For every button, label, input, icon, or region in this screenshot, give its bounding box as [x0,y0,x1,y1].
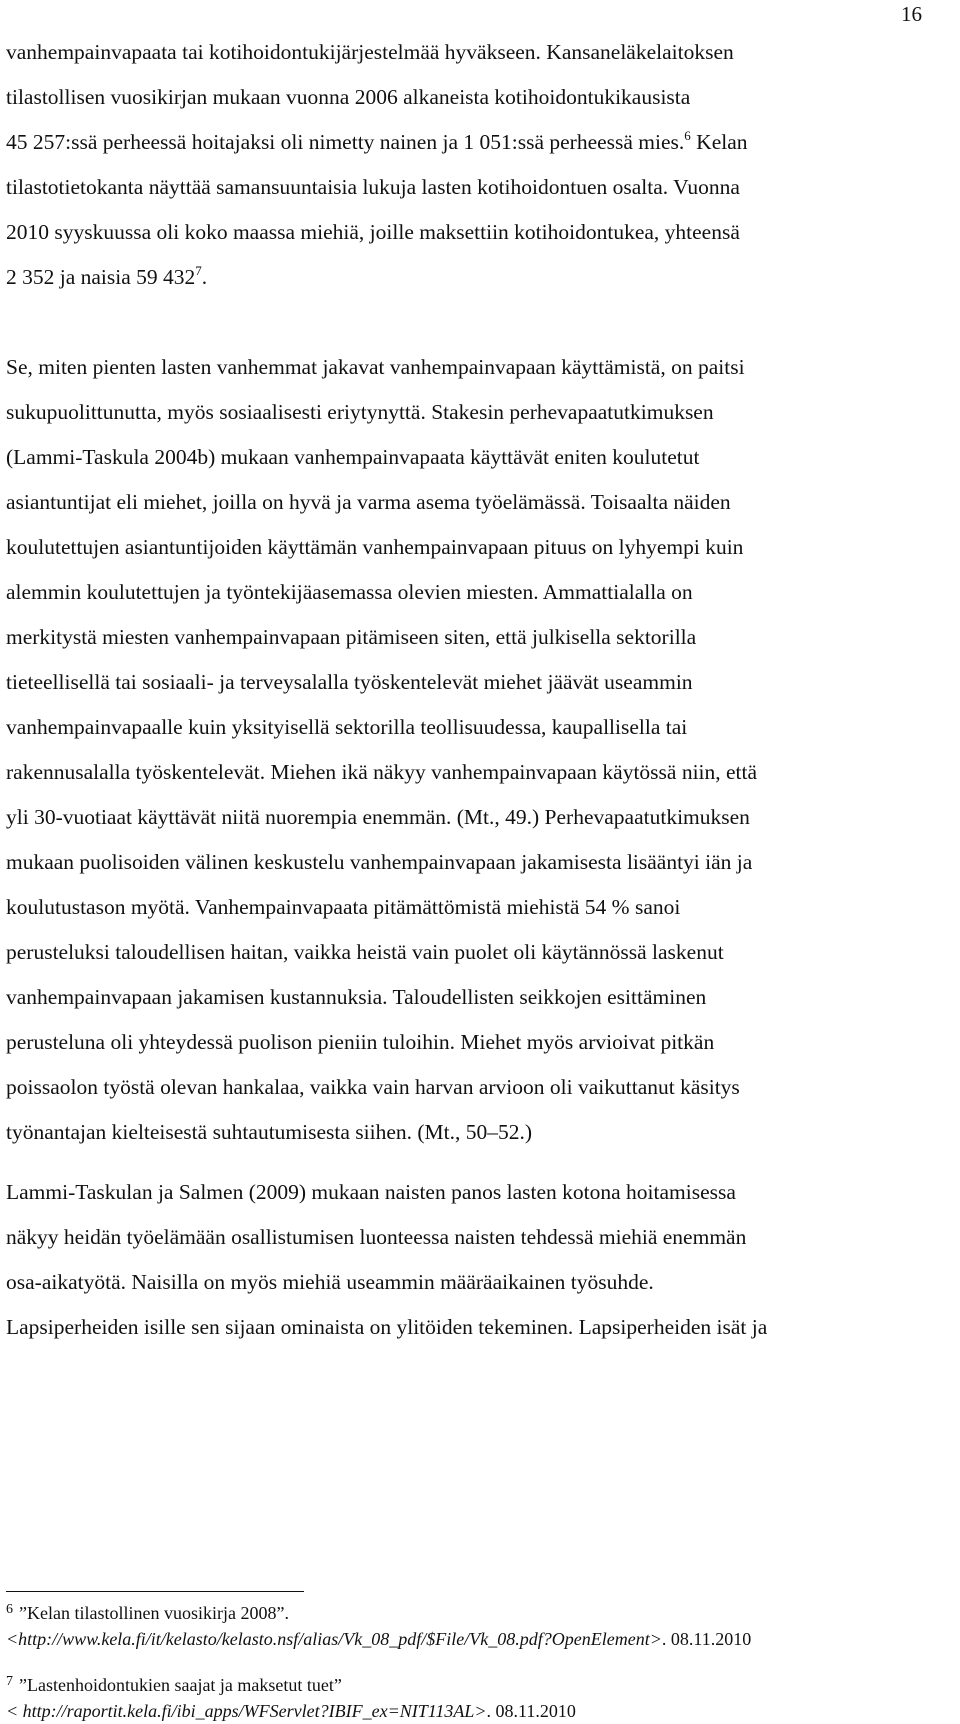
text-line-continuation: Kelan [696,130,748,154]
text-line: sukupuolittunutta, myös sosiaalisesti eriytynyttä. Stakesin perhevapaatutkimuksen [6,400,714,424]
text-line: tilastotietokanta näyttää samansuuntaisia lukuja lasten kotihoidontuen osalta. Vuonna [6,175,740,199]
text-line: rakennusalalla työskentelevät. Miehen ikä näkyy vanhempainvapaan käytössä niin, että [6,760,758,784]
footnote-title-line [6,1600,946,1626]
page-number: 16 [901,2,922,26]
text-line: koulutettujen asiantuntijoiden käyttämän vanhempainvapaan pituus on lyhyempi kuin [6,535,744,559]
footnote-date: . 08.11.2010 [661,1629,752,1649]
footnote-url-link[interactable]: <http://www.kela.fi/it/kelasto/kelasto.nsf/alias/Vk_08_pdf/$File/Vk_08.pdf?OpenElement> [6,1629,662,1649]
text-line: mukaan puolisoiden välinen keskustelu vanhempainvapaan jakamisesta lisääntyi iän ja [6,850,753,874]
text-line: tieteellisellä tai sosiaali- ja terveysalalla työskentelevät miehet jäävät useammin [6,670,693,694]
text-line: vanhempainvapaalle kuin yksityisellä sektorilla teollisuudessa, kaupallisella tai [6,715,688,739]
text-line [6,255,926,300]
text-line: Se, miten pienten lasten vanhemmat jakavat vanhempainvapaan käyttämistä, on paitsi [6,355,745,379]
text-line: asiantuntijat eli miehet, joilla on hyvä ja varma asema työelämässä. Toisaalta näiden [6,490,731,514]
text-line: vanhempainvapaan jakamisen kustannuksia. Taloudellisten seikkojen esittäminen [6,985,707,1009]
text-line: (Lammi-Taskula 2004b) mukaan vanhempainvapaata käyttävät eniten koulutetut [6,445,700,469]
text-line: vanhempainvapaata tai kotihoidontukijärjestelmää hyväkseen. Kansaneläkelaitoksen [6,40,734,64]
text-line: yli 30-vuotiaat käyttävät niitä nuorempia enemmän. (Mt., 49.) Perhevapaatutkimuksen [6,805,750,829]
text-line: Lapsiperheiden isille sen sijaan ominaista on ylitöiden tekeminen. Lapsiperheiden isät ja [6,1315,768,1339]
text-line [6,120,926,165]
footnote-number: 6 [6,1602,13,1617]
text-line: työnantajan kielteisestä suhtautumisesta siihen. (Mt., 50–52.) [6,1120,533,1144]
footnote-6 [6,1600,946,1652]
text-line: merkitystä miesten vanhempainvapaan pitämiseen siten, että julkisella sektorilla [6,625,697,649]
footnote-source-line [6,1626,946,1652]
text-line: poissaolon työstä olevan hankalaa, vaikka vain harvan arvioon oli vaikuttanut käsitys [6,1075,740,1099]
footnote-title-line [6,1672,946,1698]
text-line: osa-aikatyötä. Naisilla on myös miehiä useammin määräaikainen työsuhde. [6,1270,654,1294]
footnote-date: . 08.11.2010 [486,1701,576,1721]
footnote-spacer [6,1652,946,1672]
footnote-title: ”Lastenhoidontukien saajat ja maksetut tuet” [19,1675,342,1695]
footnote-title: ”Kelan tilastollinen vuosikirja 2008”. [19,1603,289,1623]
sentence-end: . [201,265,208,289]
text-line-content: 2 352 ja naisia 59 432 [6,265,196,289]
text-line: tilastollisen vuosikirjan mukaan vuonna 2006 alkaneista kotihoidontukikausista [6,85,691,109]
text-line: perusteluksi taloudellisen haitan, vaikka heistä vain puolet oli käytännössä laskenut [6,940,724,964]
text-line: 2010 syyskuussa oli koko maassa miehiä, joille maksettiin kotihoidontukea, yhteensä [6,220,740,244]
footnote-source-line [6,1698,946,1724]
footnote-divider [6,1591,304,1592]
footnote-number: 7 [6,1674,13,1689]
paragraph-1 [6,30,926,300]
footnotes [6,1600,946,1724]
footnote-ref-7[interactable]: 7 [195,263,202,278]
text-line: näkyy heidän työelämään osallistumisen luonteessa naisten tehdessä miehiä enemmän [6,1225,747,1249]
text-line-content: 45 257:ssä perheessä hoitajaksi oli nimetty nainen ja 1 051:ssä perheessä mies. [6,130,685,154]
footnote-ref-6[interactable]: 6 [684,128,691,143]
footnote-7 [6,1672,946,1724]
text-line: perusteluna oli yhteydessä puolison pieniin tuloihin. Miehet myös arvioivat pitkän [6,1030,715,1054]
paragraph-3 [6,1170,926,1350]
footnote-url-link[interactable]: < http://raportit.kela.fi/ibi_apps/WFServlet?IBIF_ex=NIT113AL> [6,1701,487,1721]
text-line: koulutustason myötä. Vanhempainvapaata pitämättömistä miehistä 54 % sanoi [6,895,681,919]
paragraph-2 [6,345,926,1155]
text-line: Lammi-Taskulan ja Salmen (2009) mukaan naisten panos lasten kotona hoitamisessa [6,1180,736,1204]
text-line: alemmin koulutettujen ja työntekijäasemassa olevien miesten. Ammattialalla on [6,580,693,604]
